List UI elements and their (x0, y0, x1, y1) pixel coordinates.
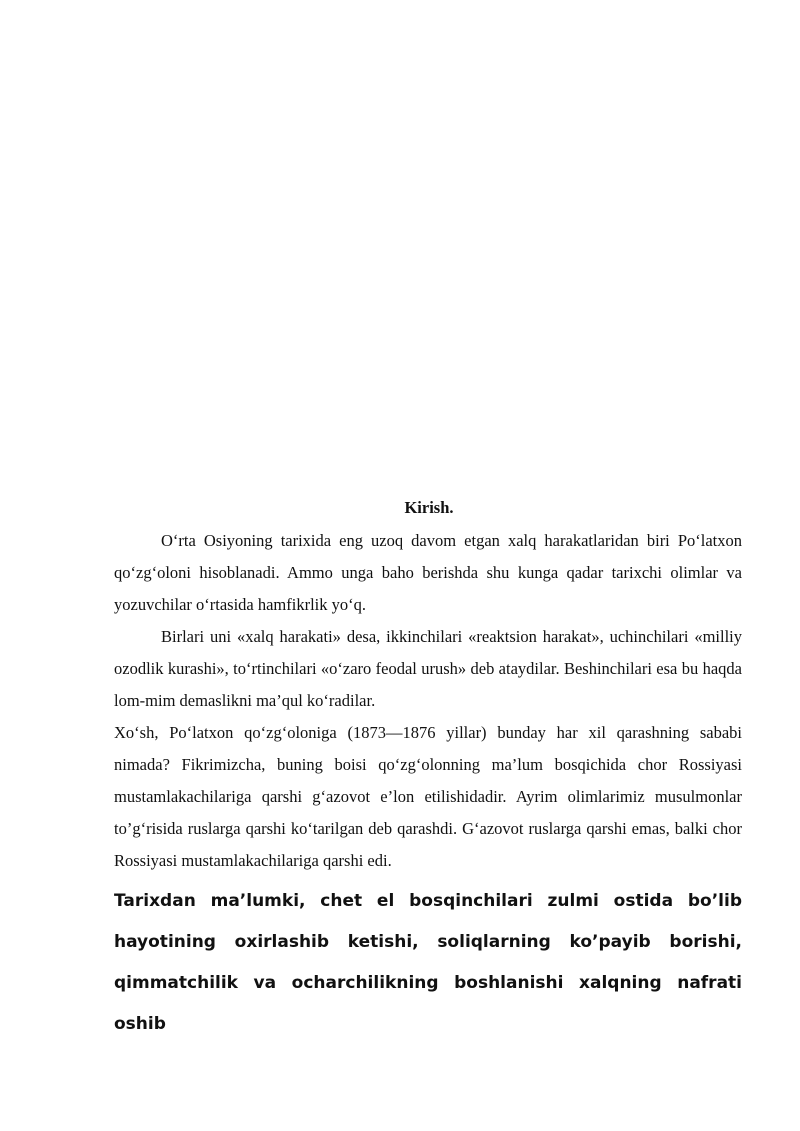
paragraph-question: Xo‘sh, Po‘latxon qo‘zg‘oloniga (1873—1876 yillar) bunday har xil qarashning sababi nimada? Fikrimizcha, buning boisi qo‘zg‘olonning ma’lum bosqichida chor Rossiyasi mustamlakachilariga qarshi g‘azovot e’lon etilishidadir. Ayrim olimlarimiz musulmonlar to’g‘risida ruslarga qarshi ko‘tarilgan deb qarashdi. G‘azovot ruslarga qarshi emas, balki chor Rossiyasi mustamlakachilariga qarshi edi. (114, 723, 742, 870)
document-body (114, 497, 742, 1045)
paragraph-views: Birlari uni «xalq harakati» desa, ikkinchilari «reaktsion harakat», uchinchilari «milliy ozodlik kurashi», to‘rtinchilari «o‘zaro feodal urush» deb ataydilar. Beshinchilari esa bu haqda lom-mim demaslikni ma’qul ko‘radilar. (114, 627, 742, 710)
paragraph-intro: O‘rta Osiyoning tarixida eng uzoq davom etgan xalq harakatlaridan biri Po‘latxon qo‘zg‘oloni hisoblanadi. Ammo unga baho berishda shu kunga qadar tarixchi olimlar va yozuvchilar o‘rtasida hamfikrlik yo‘q. (114, 531, 742, 614)
section-heading: Kirish. (404, 498, 454, 517)
paragraph-history: Tarixdan ma’lumki, chet el bosqinchilari zulmi ostida bo’lib hayotining oxirlashib ketishi, soliqlarning ko’payib borishi, qimmatchilik va ocharchilikning boshlanishi xalqning nafrati oshib (114, 891, 742, 1034)
